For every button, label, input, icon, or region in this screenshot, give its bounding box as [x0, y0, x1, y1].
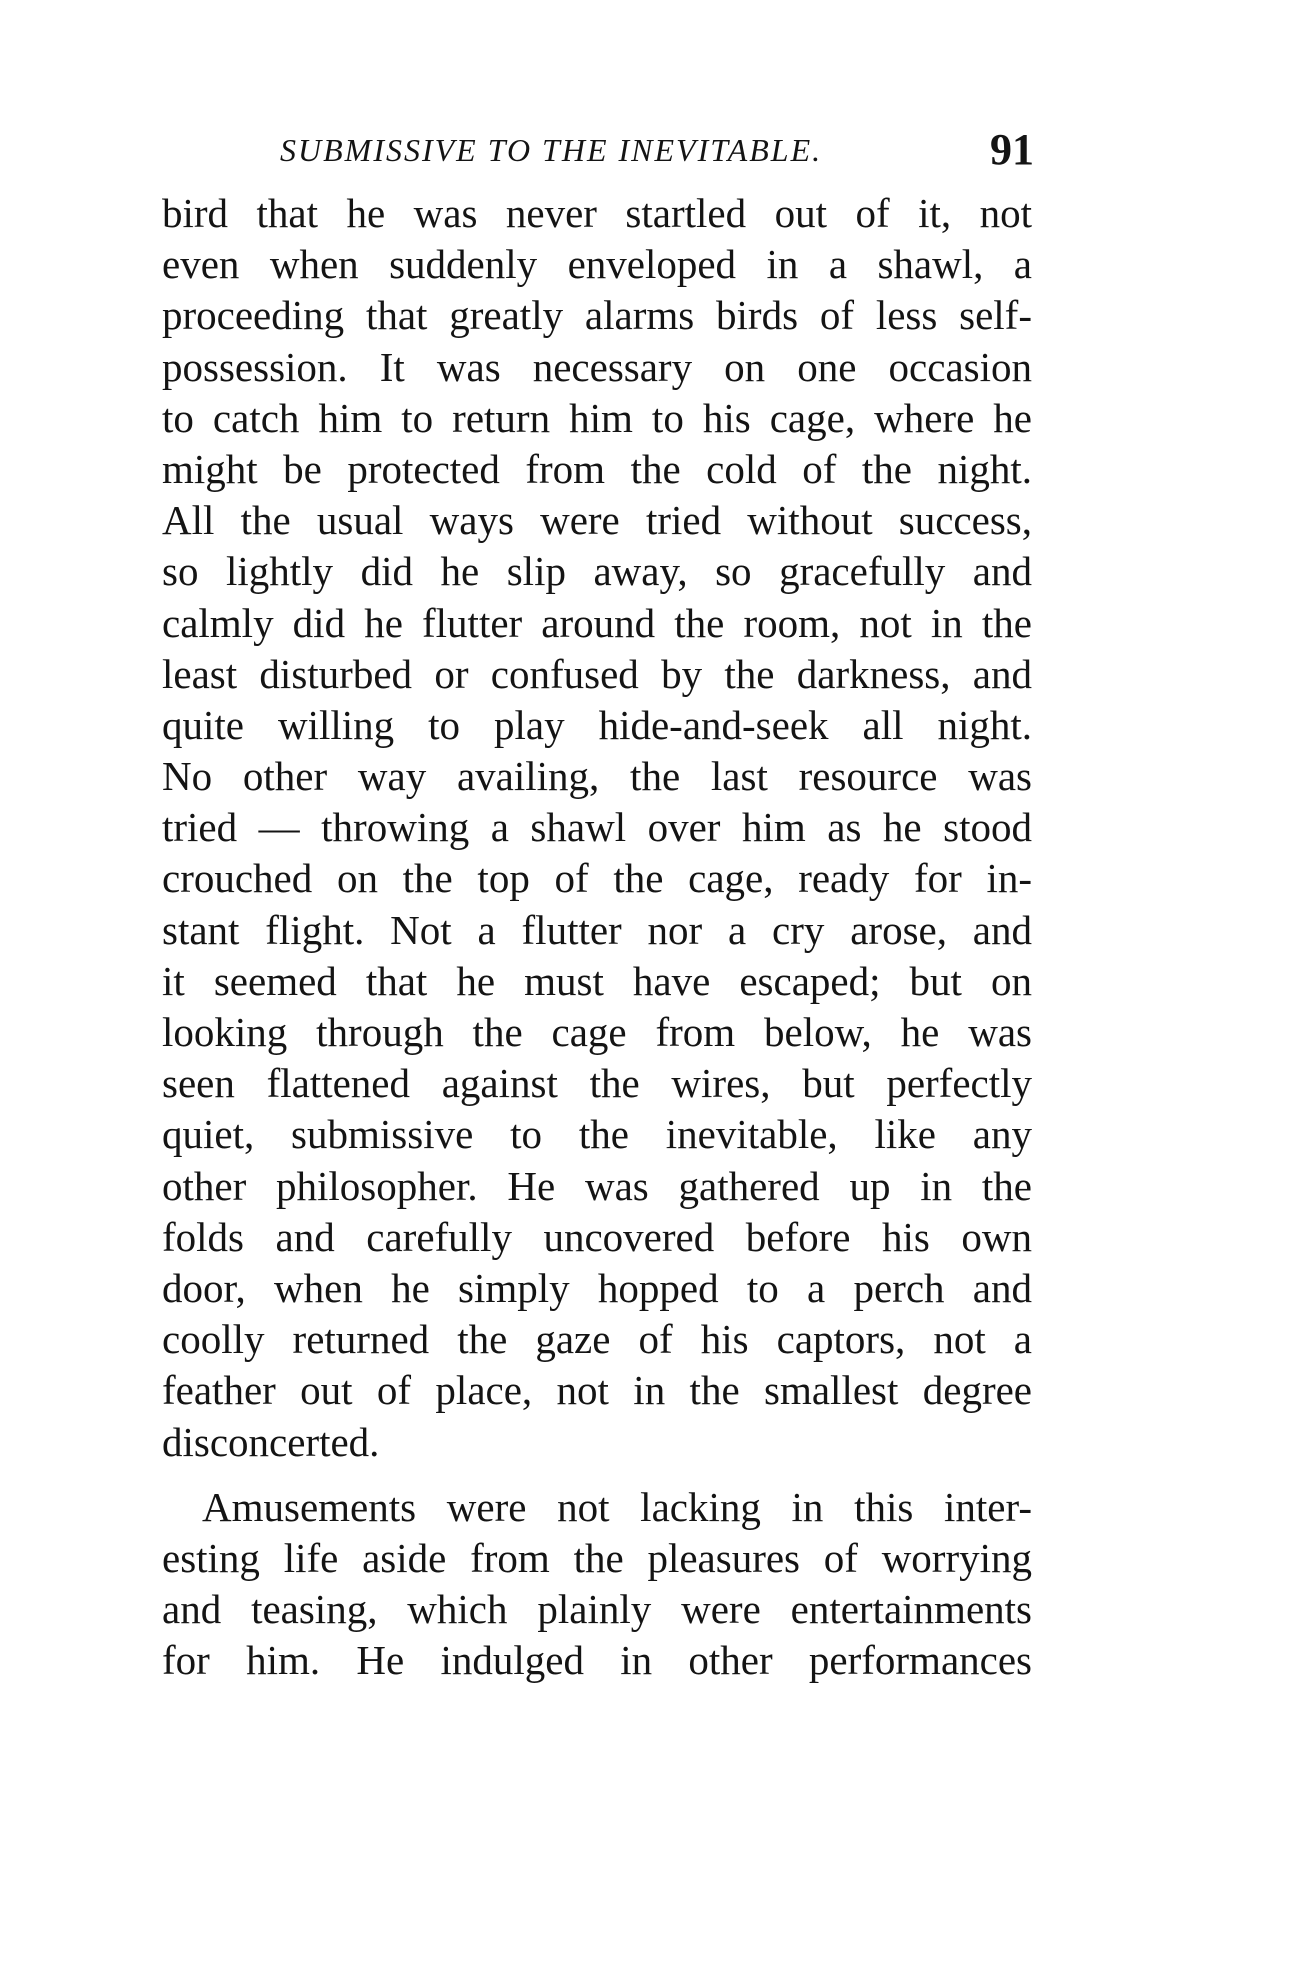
text-line: feather out of place, not in the smallest degree	[162, 1367, 1032, 1414]
text-line: for him. He indulged in other performances	[162, 1637, 1032, 1684]
text-line: crouched on the top of the cage, ready for in-	[162, 855, 1032, 902]
text-line: possession. It was necessary on one occasion	[162, 343, 1032, 390]
text-line: even when suddenly enveloped in a shawl, a	[162, 241, 1032, 288]
text-line: to catch him to return him to his cage, where he	[162, 394, 1032, 441]
text-line: Amusements were not lacking in this inter-	[202, 1483, 1032, 1530]
text-line: so lightly did he slip away, so gracefully and	[162, 548, 1032, 595]
paragraph-gap	[162, 1468, 1032, 1482]
text-line: stant flight. Not a flutter nor a cry arose, and	[162, 906, 1032, 953]
text-line: might be protected from the cold of the night.	[162, 445, 1032, 492]
paragraph-1	[162, 188, 1032, 1468]
text-line: calmly did he flutter around the room, not in the	[162, 599, 1032, 646]
text-line: All the usual ways were tried without success,	[162, 497, 1032, 544]
paragraph-2	[162, 1482, 1032, 1687]
text-line: it seemed that he must have escaped; but on	[162, 957, 1032, 1004]
text-line: other philosopher. He was gathered up in the	[162, 1162, 1032, 1209]
text-line: quiet, submissive to the inevitable, like any	[162, 1111, 1032, 1158]
text-line: proceeding that greatly alarms birds of less self-	[162, 292, 1032, 339]
page-number: 91	[990, 125, 1034, 174]
text-line: and teasing, which plainly were entertainments	[162, 1586, 1032, 1633]
text-line: bird that he was never startled out of it, not	[162, 190, 1032, 236]
text-line: disconcerted.	[162, 1418, 380, 1465]
running-title: SUBMISSIVE TO THE INEVITABLE.	[280, 132, 823, 168]
running-head	[0, 124, 1290, 174]
body-text	[162, 188, 1032, 1686]
text-line: folds and carefully uncovered before his own	[162, 1213, 1032, 1260]
text-line: coolly returned the gaze of his captors, not a	[162, 1316, 1032, 1363]
text-line: seen flattened against the wires, but perfectly	[162, 1060, 1032, 1107]
text-line: tried — throwing a shawl over him as he stood	[162, 804, 1032, 851]
text-line: looking through the cage from below, he was	[162, 1009, 1032, 1055]
text-line: quite willing to play hide-and-seek all night.	[162, 701, 1032, 748]
text-line: door, when he simply hopped to a perch and	[162, 1264, 1032, 1311]
text-line: esting life aside from the pleasures of worrying	[162, 1534, 1032, 1581]
text-line: No other way availing, the last resource was	[162, 753, 1032, 800]
text-line: least disturbed or confused by the darkness, and	[162, 650, 1032, 697]
